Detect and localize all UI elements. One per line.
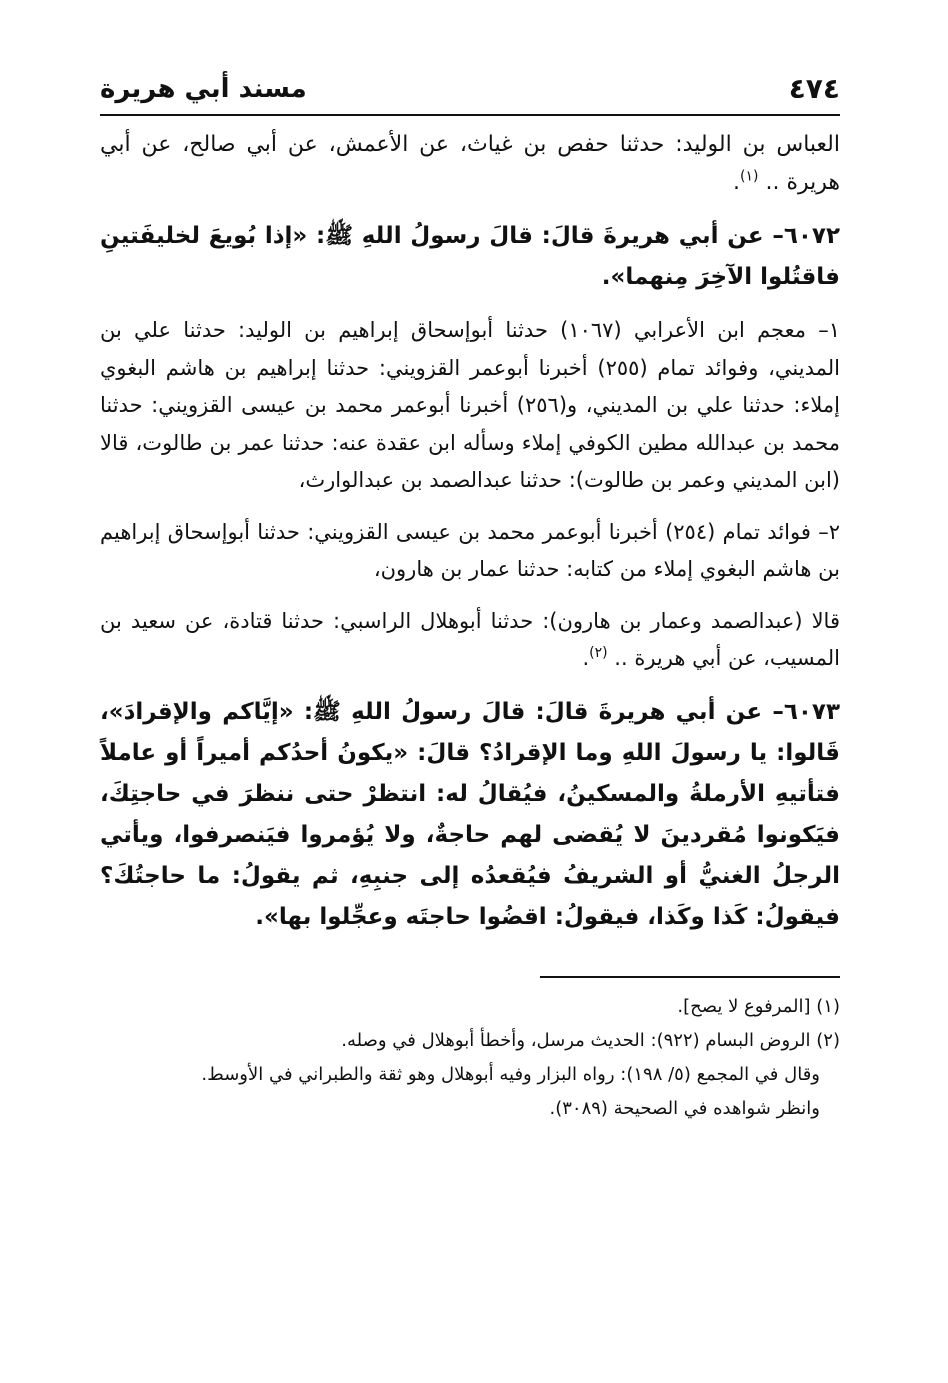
footnotes [100, 990, 840, 1126]
footnote-ref-2[interactable]: (٢) [589, 645, 608, 661]
main-text [100, 126, 840, 938]
chain-1: ١– معجم ابن الأعرابي (١٠٦٧) حدثنا أبوإسحاق إبراهيم بن الوليد: حدثنا علي بن المديني، وفوائد تمام (٢٥٥) أخبرنا أبوعمر القزويني: حدثنا إبراهيم بن هاشم البغوي إملاء: حدثنا علي بن المديني، و(٢٥٦) أخبرنا أبوعمر محمد بن عيسى القزويني: حدثنا محمد بن عبدالله مطين الكوفي إملاء وسأله ابن عقدة عنه: حدثنا عمر بن طالوت، قالا (ابن المديني وعمر بن طالوت): حدثنا عبدالصمد بن عبدالوارث، [100, 318, 840, 492]
chain-3-text: قالا (عبدالصمد وعمار بن هارون): حدثنا أبوهلال الراسبي: حدثنا قتادة، عن سعيد بن المسيب، عن أبي هريرة .. [100, 608, 840, 670]
chain-2: ٢– فوائد تمام (٢٥٤) أخبرنا أبوعمر محمد بن عيسى القزويني: حدثنا أبوإسحاق إبراهيم بن هاشم البغوي إملاء من كتابه: حدثنا عمار بن هارون، [100, 519, 840, 581]
chain-3-end: . [582, 646, 590, 670]
chain-continuation [100, 126, 840, 202]
footnote-2-line-2: وقال في المجمع (٥/ ١٩٨): رواه البزار وفيه أبوهلال وهو ثقة والطبراني في الأوسط. [201, 1063, 820, 1085]
footnote-2-line-3: وانظر شواهده في الصحيحة (٣٠٨٩). [549, 1097, 820, 1119]
book-page [100, 66, 840, 1126]
chain-continuation-end: . [733, 170, 741, 195]
hadith-6073: ٦٠٧٣– عن أبي هريرةَ قالَ: قالَ رسولُ اللهِ ﷺ: «إيَّاكم والإقرادَ»، قَالوا: يا رسولَ اللهِ وما الإقرادُ؟ قالَ: «يكونُ أحدُكم أميراً أو عاملاً فتأتيهِ الأرملةُ والمسكينُ، فيُقالُ له: انتظرْ حتى ننظرَ في حاجتِكَ، فيَكونوا مُقردينَ لا يُقضى لهم حاجةٌ، ولا يُؤمروا فيَنصرفوا، ويأتي الرجلُ الغنيُّ أو الشريفُ فيُقعدُه إلى جنبِهِ، ثم يقولُ: ما حاجتُكَ؟ فيقولُ: كَذا وكَذا، فيقولُ: اقضُوا حاجتَه وعجِّلوا بها». [100, 698, 840, 930]
footnote-1: (١) [المرفوع لا يصح]. [677, 995, 840, 1017]
hadith-6072: ٦٠٧٢– عن أبي هريرةَ قالَ: قالَ رسولُ اللهِ ﷺ: «إذا بُويعَ لخليفَتينِ فاقتُلوا الآخِرَ مِنهما». [100, 223, 840, 290]
chain-3 [100, 603, 840, 678]
page-header [100, 66, 840, 116]
running-title: مسند أبي هريرة [100, 74, 307, 104]
page-number: ٤٧٤ [788, 72, 840, 105]
footnote-ref-1[interactable]: (١) [740, 168, 759, 185]
chain-continuation-text: العباس بن الوليد: حدثنا حفص بن غياث، عن الأعمش، عن أبي صالح، عن أبي هريرة .. [100, 132, 840, 195]
footnote-divider [540, 976, 840, 978]
footnote-2: (٢) الروض البسام (٩٢٢): الحديث مرسل، وأخطأ أبوهلال في وصله. [341, 1029, 840, 1051]
